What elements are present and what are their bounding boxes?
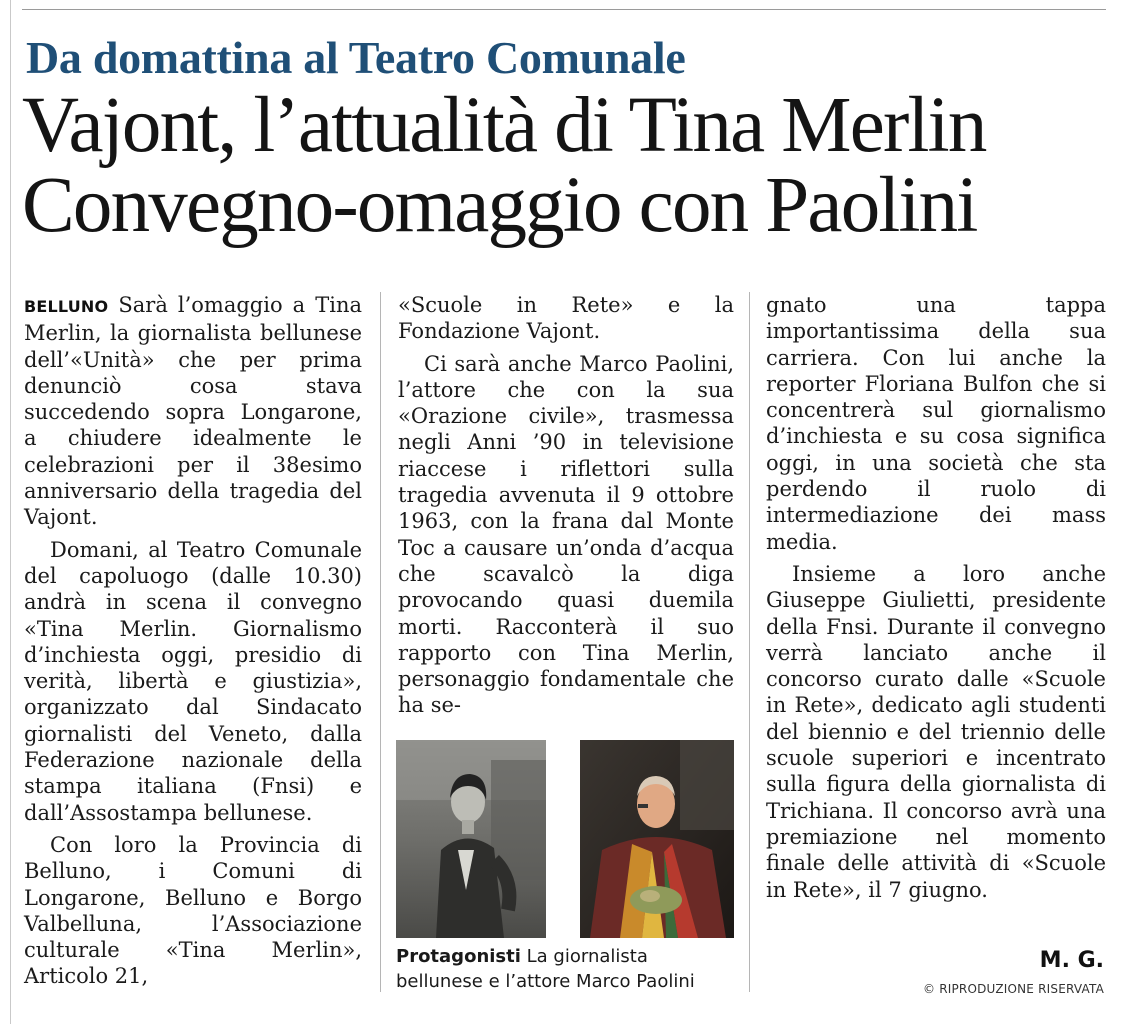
copyright-notice: © RIPRODUZIONE RISERVATA <box>923 982 1104 996</box>
caption-label: Protagonisti <box>396 946 521 967</box>
column-3 <box>766 292 1106 903</box>
headline-line-2: Convegno-omaggio con Paolini <box>22 162 977 249</box>
caption-text: La giornalista bellunese e l’attore Marco Paolini <box>396 946 695 992</box>
headline <box>22 82 986 249</box>
headline-line-1: Vajont, l’attualità di Tina Merlin <box>22 82 986 169</box>
paragraph <box>24 292 362 531</box>
column-divider <box>749 292 750 992</box>
paragraph-text: Sarà l’omaggio a Tina Merlin, la giornalista bellunese dell’«Unità» che per prima denunciò cosa stava succedendo sopra Longarone, a chiudere idealmente le celebrazioni per il 38esimo anniversario della tragedia del Vajont. <box>24 293 362 530</box>
top-rule <box>22 9 1106 10</box>
paragraph: Insieme a loro anche Giuseppe Giulietti, presidente della Fnsi. Durante il convegno verrà lanciato anche il concorso curato dalle «Scuole in Rete», dedicato agli studenti del biennio e del triennio delle scuole superiori e incentrato sulla figura della giornalista di Trichiana. Il concorso avrà una premiazione nel momento finale delle attività di «Scuole in Rete», il 7 giugno. <box>766 561 1106 902</box>
author-signature: M. G. <box>1039 948 1104 973</box>
column-2 <box>398 292 734 719</box>
paragraph: Ci sarà anche Marco Paolini, l’attore che con la sua «Orazione civile», trasmessa negli Anni ’90 in televisione riaccese i riflettori sulla tragedia avvenuta il 9 ottobre 1963, con la frana dal Monte Toc a causare un’onda d’acqua che scavalcò la diga provocando quasi duemila morti. Racconterà il suo rapporto con Tina Merlin, personaggio fondamentale che ha se- <box>398 351 734 718</box>
paragraph: «Scuole in Rete» e la Fondazione Vajont. <box>398 293 734 344</box>
photo-marco-paolini <box>580 740 734 938</box>
photo-illustration <box>580 740 734 938</box>
dateline: BELLUNO <box>24 297 109 316</box>
paragraph: Con loro la Provincia di Belluno, i Comuni di Longarone, Belluno e Borgo Valbelluna, l’Associazione culturale «Tina Merlin», Articolo 21, <box>24 832 362 989</box>
column-1 <box>24 292 362 990</box>
photo-illustration <box>396 740 546 938</box>
photo-tina-merlin <box>396 740 546 938</box>
photo-caption <box>396 944 736 994</box>
paragraph: gnato una tappa importantissima della sua carriera. Con lui anche la reporter Floriana Bulfon che si concentrerà sul giornalismo d’inchiesta e su cosa significa oggi, in una società che sta perdendo il ruolo di intermediazione dei mass media. <box>766 293 1106 554</box>
paragraph: Domani, al Teatro Comunale del capoluogo (dalle 10.30) andrà in scena il convegno «Tina Merlin. Giornalismo d’inchiesta oggi, presidio di verità, libertà e giustizia», organizzato dal Sindacato giornalisti del Veneto, dalla Federazione nazionale della stampa italiana (Fnsi) e dall’Assostampa bellunese. <box>24 537 362 825</box>
page-left-border <box>10 0 11 1024</box>
column-divider <box>380 292 381 992</box>
kicker: Da domattina al Teatro Comunale <box>26 32 686 83</box>
